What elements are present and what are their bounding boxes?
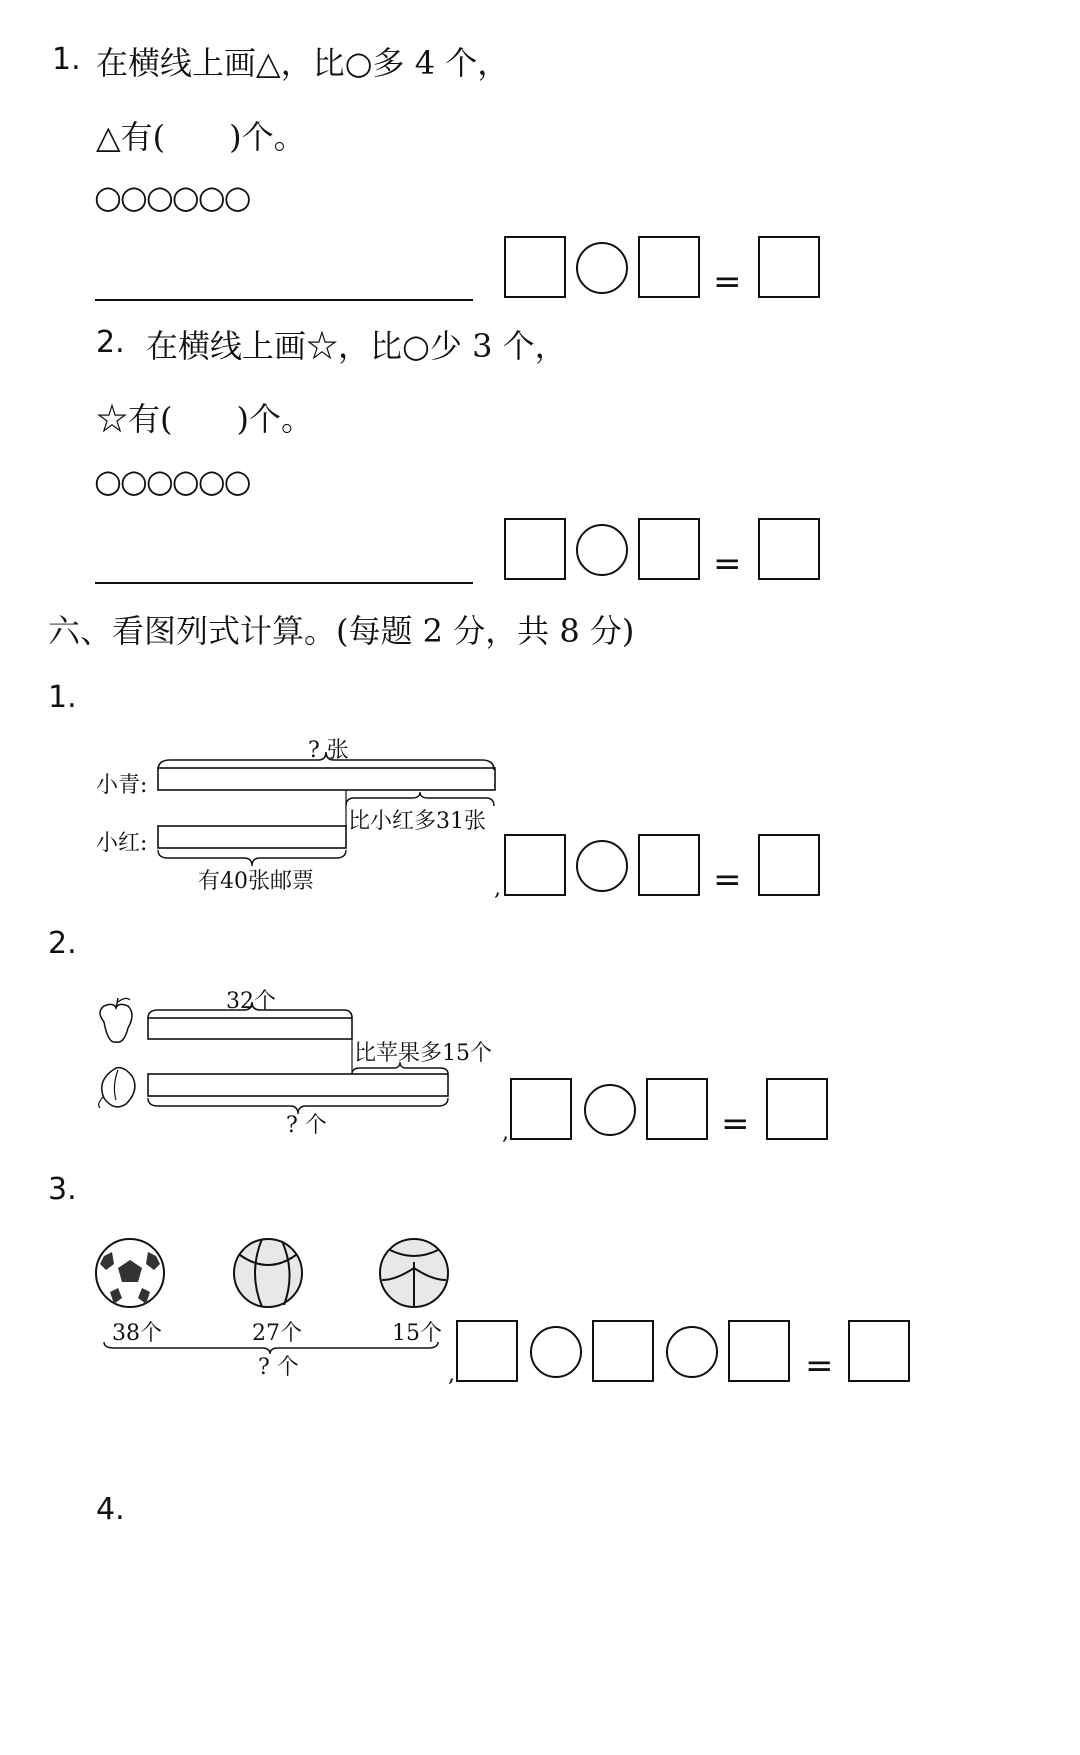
q2-instruction: 在横线上画☆，比○少 3 个， bbox=[146, 327, 567, 365]
p4-number: 4. bbox=[96, 1492, 125, 1527]
p3-eq-box-2[interactable] bbox=[592, 1320, 654, 1382]
q1-equals: = bbox=[713, 262, 742, 302]
p1-op-circle[interactable] bbox=[576, 840, 628, 892]
p3-eq-box-3[interactable] bbox=[728, 1320, 790, 1382]
p1-row1-label: 小青: bbox=[96, 773, 148, 798]
p3-label-volleyball: 15个 bbox=[392, 1321, 442, 1346]
p3-number: 3. bbox=[48, 1172, 77, 1207]
soccer-ball-icon bbox=[96, 1239, 164, 1307]
p3-equals: = bbox=[805, 1346, 834, 1386]
p1-more-label: 比小红多31张 bbox=[348, 809, 486, 834]
q1-number: 1. bbox=[52, 42, 81, 77]
p2-number: 2. bbox=[48, 926, 77, 961]
p2-eq-box-3[interactable] bbox=[766, 1078, 828, 1140]
p3-eq-box-4[interactable] bbox=[848, 1320, 910, 1382]
p3-eq-box-1[interactable] bbox=[456, 1320, 518, 1382]
p1-bar-xiaoqing bbox=[158, 768, 495, 790]
p2-eq-box-2[interactable] bbox=[646, 1078, 708, 1140]
p1-row2-label: 小红: bbox=[96, 831, 148, 856]
q2-circle-row: ○○○○○○ bbox=[94, 462, 250, 500]
p1-eq-box-3[interactable] bbox=[758, 834, 820, 896]
q2-number: 2. bbox=[96, 325, 125, 360]
p1-base-label: 有40张邮票 bbox=[198, 869, 314, 894]
volleyball-icon bbox=[380, 1239, 448, 1307]
p3-op-circle-2[interactable] bbox=[666, 1326, 718, 1378]
q2-equals: = bbox=[713, 544, 742, 584]
p2-bar-apple bbox=[148, 1018, 352, 1039]
p2-top-label: 32个 bbox=[226, 989, 276, 1014]
p2-equals: = bbox=[721, 1104, 750, 1144]
p3-label-basketball: 27个 bbox=[252, 1321, 302, 1346]
p1-eq-box-1[interactable] bbox=[504, 834, 566, 896]
p3-total-label: ? 个 bbox=[258, 1355, 299, 1380]
p3-label-soccer: 38个 bbox=[112, 1321, 162, 1346]
basketball-icon bbox=[234, 1239, 302, 1307]
apple-icon bbox=[100, 998, 132, 1042]
q2-answer-blank[interactable]: ☆有( )个。 bbox=[96, 400, 313, 438]
peach-icon bbox=[99, 1068, 135, 1108]
p1-number: 1. bbox=[48, 680, 77, 715]
p3-op-circle-1[interactable] bbox=[530, 1326, 582, 1378]
section-title: 六、看图列式计算。(每题 2 分，共 8 分) bbox=[48, 612, 635, 650]
p2-bar-peach bbox=[148, 1074, 448, 1096]
p2-comma: , bbox=[502, 1120, 509, 1145]
q1-instruction: 在横线上画△，比○多 4 个， bbox=[96, 44, 510, 82]
p1-bar-xiaohong bbox=[158, 826, 346, 848]
p1-total-label: ? 张 bbox=[308, 738, 349, 763]
p3-comma: , bbox=[448, 1362, 455, 1387]
q1-answer-blank[interactable]: △有( )个。 bbox=[96, 118, 306, 156]
p1-equals: = bbox=[713, 860, 742, 900]
q1-circle-row: ○○○○○○ bbox=[94, 178, 250, 216]
p1-eq-box-2[interactable] bbox=[638, 834, 700, 896]
p2-more-label: 比苹果多15个 bbox=[354, 1041, 492, 1066]
p2-eq-box-1[interactable] bbox=[510, 1078, 572, 1140]
p1-comma: , bbox=[494, 876, 501, 901]
p2-bottom-label: ? 个 bbox=[286, 1113, 327, 1138]
p2-op-circle[interactable] bbox=[584, 1084, 636, 1136]
